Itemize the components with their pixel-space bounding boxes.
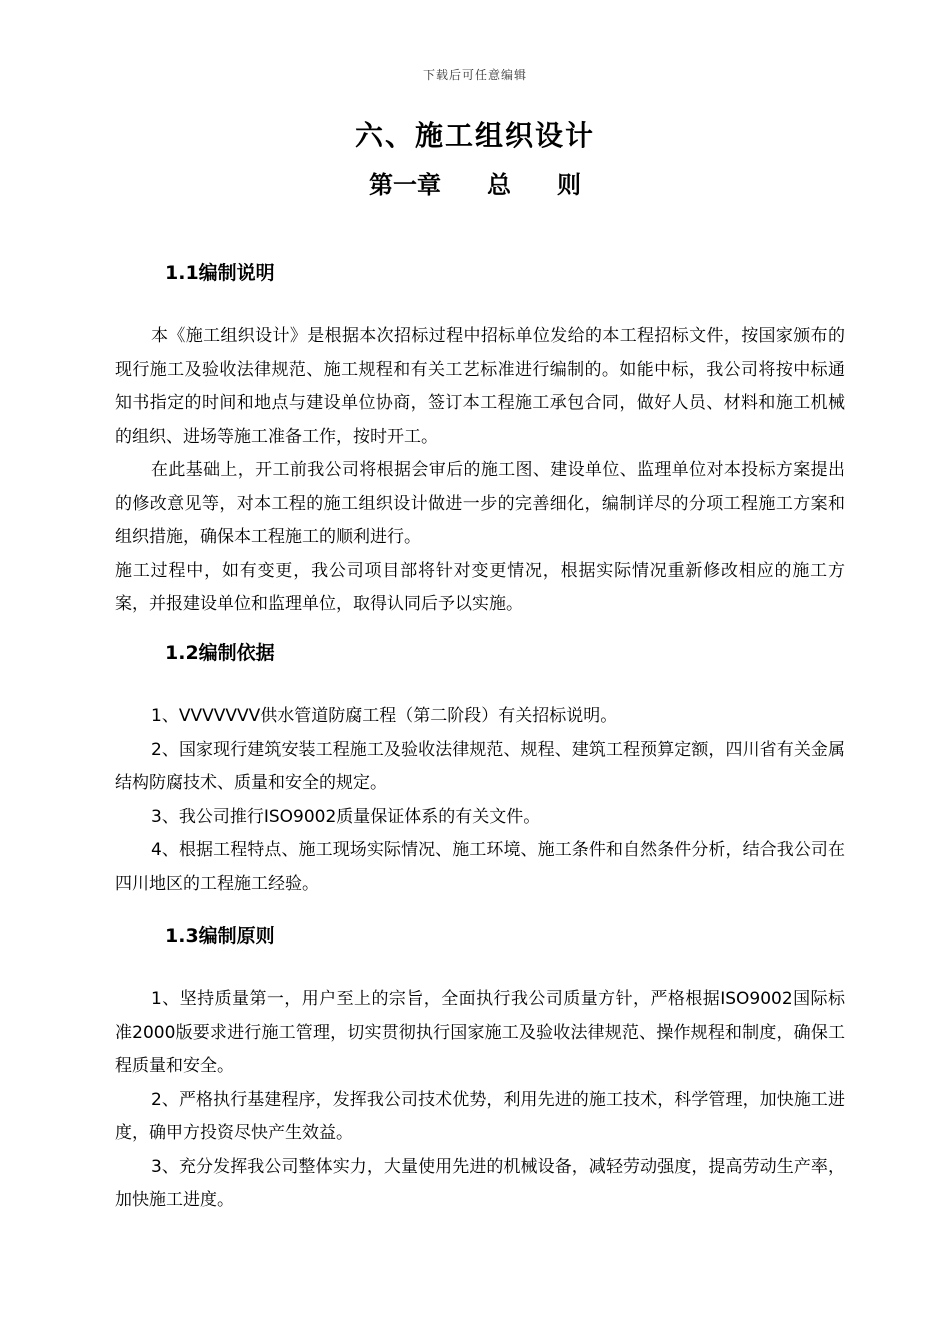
list-item: 3、充分发挥我公司整体实力，大量使用先进的机械设备，减轻劳动强度，提高劳动生产率，加快施工进度。 (115, 1156, 845, 1210)
section-1-1 (115, 258, 845, 622)
list-item: 1、坚持质量第一，用户至上的宗旨，全面执行我公司质量方针，严格根据ISO9002国际标准2000版要求进行施工管理，切实贯彻执行国家施工及验收法律规范、操作规程和制度，确保工程质量和安全。 (115, 989, 845, 1076)
chapter-title (0, 165, 950, 200)
section-body (115, 700, 845, 901)
chapter-word-1: 总 (487, 171, 511, 199)
section-body (115, 983, 845, 1218)
section-heading: 1.1编制说明 (165, 262, 275, 284)
chapter-word-2: 则 (557, 171, 581, 199)
header-note: 下载后可任意编辑 (422, 68, 527, 82)
document-title: 六、施工组织设计 (354, 119, 595, 152)
section-body (115, 320, 845, 622)
list-item: 2、严格执行基建程序，发挥我公司技术优势，利用先进的施工技术，科学管理，加快施工进度，确甲方投资尽快产生效益。 (115, 1089, 845, 1143)
section-heading: 1.2编制依据 (165, 642, 275, 664)
list-item: 3、我公司推行ISO9002质量保证体系的有关文件。 (151, 806, 541, 827)
list-item: 4、根据工程特点、施工现场实际情况、施工环境、施工条件和自然条件分析，结合我公司在四川地区的工程施工经验。 (115, 840, 845, 894)
section-heading: 1.3编制原则 (165, 925, 275, 947)
list-item: 2、国家现行建筑安装工程施工及验收法律规范、规程、建筑工程预算定额，四川省有关金属结构防腐技术、质量和安全的规定。 (115, 739, 845, 793)
section-1-2 (115, 638, 845, 901)
paragraph: 施工过程中，如有变更，我公司项目部将针对变更情况，根据实际情况重新修改相应的施工方案，并报建设单位和监理单位，取得认同后予以实施。 (115, 560, 845, 614)
paragraph: 本《施工组织设计》是根据本次招标过程中招标单位发给的本工程招标文件，按国家颁布的现行施工及验收法律规范、施工规程和有关工艺标准进行编制的。如能中标，我公司将按中标通知书指定的时间和地点与建设单位协商，签订本工程施工承包合同，做好人员、材料和施工机械的组织、进场等施工准备工作，按时开工。 (115, 326, 845, 447)
chapter-number: 第一章 (369, 171, 441, 199)
section-1-3 (115, 921, 845, 1218)
list-item: 1、VVVVVVV供水管道防腐工程（第二阶段）有关招标说明。 (151, 706, 618, 726)
paragraph: 在此基础上，开工前我公司将根据会审后的施工图、建设单位、监理单位对本投标方案提出的修改意见等，对本工程的施工组织设计做进一步的完善细化，编制详尽的分项工程施工方案和组织措施，确保本工程施工的顺利进行。 (115, 460, 845, 547)
